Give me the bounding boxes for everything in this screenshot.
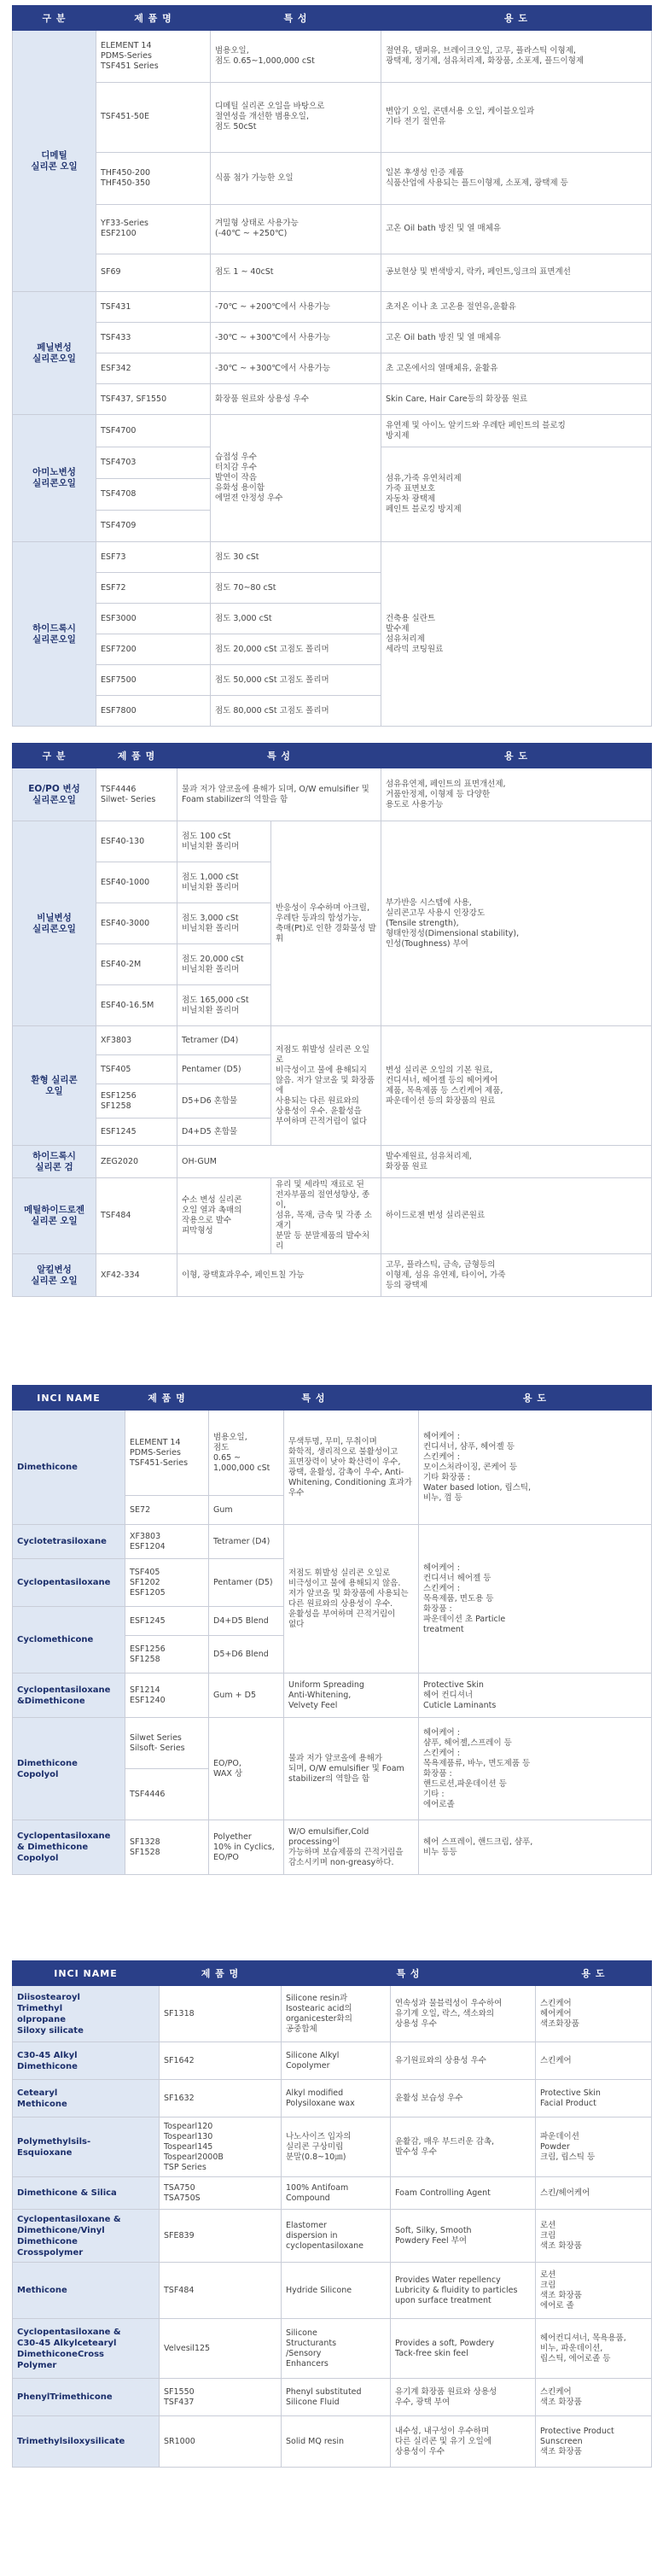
product-feature: 점도 20,000 cSt 비닐치환 폴리머 — [177, 944, 271, 985]
product-feature: Tetramer (D4) — [209, 1525, 284, 1559]
header-inci: INCI NAME — [13, 1386, 125, 1411]
product-feature: 물과 저가 알코올에 용해가 되며, O/W emulsifier 및 Foam stabilizer의 역할을 함 — [177, 768, 381, 821]
table-row — [13, 2210, 652, 2263]
product-feature-detail: 유기원료와의 상용성 우수 — [391, 2042, 536, 2080]
product-name: TSF484 — [160, 2263, 282, 2319]
product-name: ZEG2020 — [96, 1146, 177, 1178]
product-name: TSF4703 — [96, 447, 211, 479]
product-use: Protective Product Sunscreen 색조 화장품 — [536, 2416, 652, 2468]
product-feature-common: Uniform Spreading Anti-Whitening, Velvety Feel — [284, 1674, 419, 1718]
product-name: ESF7800 — [96, 696, 211, 727]
product-name: XF3803 ESF1204 — [125, 1525, 209, 1559]
product-feature: Solid MQ resin — [282, 2416, 391, 2468]
product-name: SF69 — [96, 254, 211, 291]
product-use: 파운데이션 Powder 크림, 립스틱 등 — [536, 2117, 652, 2177]
category-alkyl: 알킬변성 실리콘 오일 — [13, 1254, 96, 1297]
product-name: SF1328 SF1528 — [125, 1820, 209, 1875]
table-row — [13, 1026, 652, 1055]
product-name: XF3803 — [96, 1026, 177, 1055]
product-feature: 습접성 우수 터치감 우수 발연이 작음 유화성 용이함 에멀젼 안정성 우수 — [211, 415, 381, 542]
table-row — [13, 1411, 652, 1496]
product-name: Silwet Series Silsoft- Series — [125, 1718, 209, 1769]
product-use: 스킨케어 — [536, 2042, 652, 2080]
product-feature-common: 저점도 휘발성 실리콘 오일로 비극성이고 물에 용해되지 않음. 저가 알코올 및 화장품에 사용되는 다른 원료와의 상용성이 우수. 윤활성을 부여하며 끈적거림이 없다 — [271, 1026, 381, 1146]
product-feature: -30℃ ~ +300℃에서 사용가능 — [211, 323, 381, 353]
product-name: TSF484 — [96, 1178, 177, 1254]
product-name: YF33-Series ESF2100 — [96, 204, 211, 254]
product-use: 스킨/헤어케어 — [536, 2177, 652, 2210]
product-feature-detail: 연속성과 물블럭성이 우수하여 유기계 오일, 락스, 색소와의 상용성 우수 — [391, 1986, 536, 2042]
product-use: 스킨케어 색조 화장품 — [536, 2379, 652, 2416]
header-category: 구 분 — [13, 744, 96, 768]
product-use: 유연제 및 아이노 알키드와 우레탄 페인트의 블로킹 방지제 — [381, 415, 652, 447]
table-row — [13, 83, 652, 152]
product-use: 초저온 이나 초 고온용 절연유,윤활유 — [381, 292, 652, 323]
product-name: ELEMENT 14 PDMS-Series TSF451 Series — [96, 31, 211, 83]
product-name: Velvesil125 — [160, 2319, 282, 2379]
product-feature: 점도 20,000 cSt 고점도 폴리머 — [211, 634, 381, 665]
product-use: Protective Skin Facial Product — [536, 2080, 652, 2117]
product-name: TSF4446 Silwet- Series — [96, 768, 177, 821]
table-row — [13, 2042, 652, 2080]
product-name: TSA750 TSA750S — [160, 2177, 282, 2210]
header-inci: INCI NAME — [13, 1961, 160, 1986]
silicone-oil-table-1 — [12, 5, 652, 727]
product-feature-common: 무색투명, 무미, 무취이며 화학적, 생리적으로 불활성이고 표면장력이 낮아 확산력이 우수, 광택, 윤활성, 감촉이 우수, Anti- Whitening, Conditioning 효과가 우수 — [284, 1411, 419, 1525]
product-use: Skin Care, Hair Care등의 화장품 원료 — [381, 384, 652, 415]
inci-name: C30-45 Alkyl Dimethicone — [13, 2042, 160, 2080]
table-row — [13, 1254, 652, 1297]
product-feature: 점도 80,000 cSt 고점도 폴리머 — [211, 696, 381, 727]
product-use: 부가반응 시스템에 사용, 실리콘고무 사용시 인장강도 (Tensile strength), 형태안정성(Dimensional stability), 인성(Toughness) 부여 — [381, 821, 652, 1026]
product-name: SFE839 — [160, 2210, 282, 2263]
table-row — [13, 1986, 652, 2042]
inci-name: Cyclopentasiloxane & Dimethicone Copolyol — [13, 1820, 125, 1875]
product-use: 섬유,가죽 유연처리제 가죽 표면보호 자동차 광택제 페인트 블로킹 방지제 — [381, 447, 652, 542]
product-feature-detail: Provides Water repellency Lubricity & fluidity to particles upon surface treatment — [391, 2263, 536, 2319]
product-feature: Hydride Silicone — [282, 2263, 391, 2319]
product-name: TSF4708 — [96, 479, 211, 511]
product-use: 헤어컨디셔너, 목욕용품, 비누, 파운데이션, 립스틱, 에어로졸 등 — [536, 2319, 652, 2379]
product-name: ESF40-1000 — [96, 862, 177, 903]
product-use: 초 고온에서의 열매체유, 윤활유 — [381, 353, 652, 384]
product-feature: 나노사이즈 입자의 실리콘 구상미립 분말(0.8~10㎛) — [282, 2117, 391, 2177]
product-feature: Silicone Structurants /Sensory Enhancers — [282, 2319, 391, 2379]
product-feature-detail: 윤활성 보습성 우수 — [391, 2080, 536, 2117]
inci-name: Methicone — [13, 2263, 160, 2319]
table-row — [13, 1718, 652, 1769]
product-name: XF42-334 — [96, 1254, 177, 1297]
product-name: TSF405 — [96, 1055, 177, 1084]
header-product: 제 품 명 — [125, 1386, 209, 1411]
product-name: TSF405 SF1202 ESF1205 — [125, 1559, 209, 1607]
product-feature: 점도 3,000 cSt — [211, 604, 381, 634]
product-use: Protective Skin 헤어 컨디셔너 Cuticle Laminants — [419, 1674, 652, 1718]
product-feature: Phenyl substituted Silicone Fluid — [282, 2379, 391, 2416]
inci-name: Dimethicone — [13, 1411, 125, 1525]
category-phenyl: 페닐변성 실리콘오일 — [13, 292, 96, 415]
category-hydroxy: 하이드록시 실리콘오일 — [13, 542, 96, 727]
product-feature-detail: Soft, Silky, Smooth Powdery Feel 부여 — [391, 2210, 536, 2263]
product-feature: Elastomer dispersion in cyclopentasiloxane — [282, 2210, 391, 2263]
product-feature: D4+D5 Blend — [209, 1607, 284, 1636]
product-name: ELEMENT 14 PDMS-Series TSF451-Series — [125, 1411, 209, 1496]
product-name: ESF73 — [96, 542, 211, 573]
silicone-oil-table-2 — [12, 743, 652, 1297]
product-name: SF1550 TSF437 — [160, 2379, 282, 2416]
product-feature: 점도 50,000 cSt 고점도 폴리머 — [211, 665, 381, 696]
product-name: SR1000 — [160, 2416, 282, 2468]
table-row — [13, 353, 652, 384]
product-feature: 겨밀형 상태로 사용가능 (-40℃ ~ +250℃) — [211, 204, 381, 254]
product-feature: 점도 100 cSt 비닐치환 폴리머 — [177, 821, 271, 862]
product-feature-common: W/O emulsifier,Cold processing이 가능하며 보습제품의 끈적거림을 감소시키며 non-greasy하다. — [284, 1820, 419, 1875]
inci-name: Dimethicone Copolyol — [13, 1718, 125, 1820]
product-feature: 점도 165,000 cSt 비닐치환 폴리머 — [177, 985, 271, 1026]
product-name: ESF342 — [96, 353, 211, 384]
table-row — [13, 1525, 652, 1559]
product-feature-common: 반응성이 우수하며 아크릴, 우레탄 등과의 합성가능, 축매(Pt)로 인한 경화물성 발휘 — [271, 821, 381, 1026]
product-use: 헤어케어 : 컨디셔너 헤어젤 등 스킨케어 : 목욕제품, 면도용 등 화장품 : 파운데이션 초 Particle treatment — [419, 1525, 652, 1674]
product-use: 변압기 오일, 콘덴서용 오일, 케이블오일과 기타 전기 절연유 — [381, 83, 652, 152]
product-use: 로션 크림 색조 화장품 에어로 졸 — [536, 2263, 652, 2319]
product-feature: 범용오일, 점도 0.65 ~ 1,000,000 cSt — [209, 1411, 284, 1496]
product-feature: 화장품 원료와 상용성 우수 — [211, 384, 381, 415]
product-name: ESF72 — [96, 573, 211, 604]
product-name: TSF4446 — [125, 1769, 209, 1820]
category-amino: 아미노변성 실리콘오일 — [13, 415, 96, 542]
product-name: ESF40-3000 — [96, 903, 177, 944]
product-name: ESF40-2M — [96, 944, 177, 985]
product-name: SE72 — [125, 1496, 209, 1525]
product-feature-detail: 유기계 화장품 원료와 상용성 우수, 광택 부여 — [391, 2379, 536, 2416]
inci-name: Trimethylsiloxysilicate — [13, 2416, 160, 2468]
product-name: TSF437, SF1550 — [96, 384, 211, 415]
header-product: 제 품 명 — [160, 1961, 282, 1986]
table-row — [13, 2080, 652, 2117]
header-feature: 특 성 — [177, 744, 381, 768]
table-row — [13, 415, 652, 447]
table-row — [13, 542, 652, 573]
header-feature: 특 성 — [282, 1961, 536, 1986]
table-row — [13, 2416, 652, 2468]
table-row — [13, 292, 652, 323]
product-name: SF1214 ESF1240 — [125, 1674, 209, 1718]
product-use: 헤어케어 : 컨디셔너, 샴푸, 헤어젤 등 스킨케어 : 모이스처라이징, 콘케어 등 기타 화장품 : Water based lotion, 립스틱, 비누, 껌 등 — [419, 1411, 652, 1525]
product-feature: 수소 변성 실리콘 오일 열과 촉매의 작용으로 발수 피막형성 — [177, 1178, 271, 1254]
header-product: 제 품 명 — [96, 6, 211, 31]
category-eopo: EO/PO 변성 실리콘오일 — [13, 768, 96, 821]
header-product: 제 품 명 — [96, 744, 177, 768]
product-name: Tospearl120 Tospearl130 Tospearl145 Tospearl2000B TSP Series — [160, 2117, 282, 2177]
table-row — [13, 1820, 652, 1875]
inci-name: Dimethicone & Silica — [13, 2177, 160, 2210]
table-header-row — [13, 6, 652, 31]
inci-name: Polymethylsils- Esquioxane — [13, 2117, 160, 2177]
product-feature: Pentamer (D5) — [209, 1559, 284, 1607]
product-name: ESF1256 SF1258 — [96, 1084, 177, 1119]
header-use: 용 도 — [536, 1961, 652, 1986]
product-name: TSF4700 — [96, 415, 211, 447]
header-use: 용 도 — [381, 744, 652, 768]
table-row — [13, 1674, 652, 1718]
product-feature: 100% Antifoam Compound — [282, 2177, 391, 2210]
header-category: 구 분 — [13, 6, 96, 31]
product-feature: 점도 1,000 cSt 비닐치환 폴리머 — [177, 862, 271, 903]
table-row — [13, 384, 652, 415]
table-row — [13, 2177, 652, 2210]
table-row — [13, 1178, 652, 1254]
inci-name: Cyclopentasiloxane — [13, 1559, 125, 1607]
category-methyl-hydrogen: 메틸하이드로젠 실리콘 오일 — [13, 1178, 96, 1254]
product-name: SF1642 — [160, 2042, 282, 2080]
product-feature: 점도 3,000 cSt 비닐치환 폴리머 — [177, 903, 271, 944]
product-feature: -70℃ ~ +200℃에서 사용가능 — [211, 292, 381, 323]
product-use: 건축용 실란트 발수제 섬유처리제 세라믹 코팅원료 — [381, 542, 652, 727]
product-name: TSF451-50E — [96, 83, 211, 152]
category-vinyl: 비닐변성 실리콘오일 — [13, 821, 96, 1026]
inci-name: Cyclomethicone — [13, 1607, 125, 1674]
product-name: ESF40-130 — [96, 821, 177, 862]
product-feature: 유리 및 세라믹 재료로 된 전자부품의 절연성향상, 종이, 섬유, 목재, 금속 및 각종 소재기 분말 등 분말제품의 발수처리 — [271, 1178, 381, 1254]
product-feature: EO/PO, WAX 상 — [209, 1718, 284, 1820]
product-use: 헤어 스프레이, 핸드크림, 샴푸, 비누 등등 — [419, 1820, 652, 1875]
category-hydroxy-gum: 하이드록시 실리콘 검 — [13, 1146, 96, 1178]
product-name: ESF1245 — [125, 1607, 209, 1636]
product-name: SF1632 — [160, 2080, 282, 2117]
product-name: ESF7500 — [96, 665, 211, 696]
table-row — [13, 152, 652, 204]
header-feature: 특 성 — [211, 6, 381, 31]
header-use: 용 도 — [381, 6, 652, 31]
product-use: 절연유, 댐퍼유, 브레이크오일, 고무, 플라스틱 이형제, 광택제, 정기제, 섬유처리제, 화장품, 소포제, 플드이형제 — [381, 31, 652, 83]
product-feature: 점도 1 ~ 40cSt — [211, 254, 381, 291]
product-name: SF1318 — [160, 1986, 282, 2042]
table-row — [13, 254, 652, 291]
product-feature: Gum — [209, 1496, 284, 1525]
product-use: 발수제원료, 섬유처리제, 화장품 원료 — [381, 1146, 652, 1178]
table-row — [13, 2319, 652, 2379]
product-feature: Alkyl modified Polysiloxane wax — [282, 2080, 391, 2117]
product-feature: Silicone Alkyl Copolymer — [282, 2042, 391, 2080]
table-row — [13, 1146, 652, 1178]
inci-table-1 — [12, 1385, 652, 1875]
product-name: TSF431 — [96, 292, 211, 323]
product-use: 하이드로젠 변성 실리콘원료 — [381, 1178, 652, 1254]
product-feature: 이형, 광택효과우수, 페인트칠 가능 — [177, 1254, 381, 1297]
product-use: 헤어케어 : 샴푸, 헤어젤,스프레이 등 스킨케어 : 목욕제품류, 바누, 면도제품 등 화장품 : 핸드로션,파운데이션 등 기타 : 에어로졸 — [419, 1718, 652, 1820]
product-feature: Silicone resin과 Isostearic acid의 organicester화의 공중합체 — [282, 1986, 391, 2042]
inci-name: Cetearyl Methicone — [13, 2080, 160, 2117]
table-row — [13, 768, 652, 821]
product-use: 고온 Oil bath 방진 및 열 매체유 — [381, 204, 652, 254]
product-name: ESF1245 — [96, 1119, 177, 1146]
table-header-row — [13, 1961, 652, 1986]
product-use: 변성 실리콘 오일의 기본 원료, 컨디셔너, 헤어젤 등의 헤어케어 제품, 목욕제품 등 스킨케어 제품, 파운데이션 등의 화장품의 원료 — [381, 1026, 652, 1146]
product-use: 일본 후생성 인증 제품 식품산업에 사용되는 플드이형제, 소포제, 광택제 등 — [381, 152, 652, 204]
product-feature: 범용오일, 점도 0.65~1,000,000 cSt — [211, 31, 381, 83]
table-row — [13, 2379, 652, 2416]
product-name: THF450-200 THF450-350 — [96, 152, 211, 204]
product-feature: Tetramer (D4) — [177, 1026, 271, 1055]
product-feature: 점도 30 cSt — [211, 542, 381, 573]
product-feature-detail: 윤활감, 매우 부드러운 감촉, 발수성 우수 — [391, 2117, 536, 2177]
product-name: ESF1256 SF1258 — [125, 1636, 209, 1674]
category-dimethyl: 디메틸 실리콘 오일 — [13, 31, 96, 292]
product-use: 고무, 플라스틱, 금속, 금형등의 이형제, 섬유 유연제, 타이어, 가죽 등의 광택제 — [381, 1254, 652, 1297]
product-feature-detail: Provides a soft, Powdery Tack-free skin feel — [391, 2319, 536, 2379]
inci-name: Cyclopentasiloxane & Dimethicone/Vinyl Dimethicone Crosspolymer — [13, 2210, 160, 2263]
product-use: 공보현상 및 변색방지, 락카, 페인트,잉크의 표면계선 — [381, 254, 652, 291]
table-row — [13, 821, 652, 862]
header-use: 용 도 — [419, 1386, 652, 1411]
product-feature: 디메틸 실리콘 오일을 바탕으로 절연성을 개선한 범용오일, 점도 50cSt — [211, 83, 381, 152]
product-use: 고온 Oil bath 방진 및 열 매체유 — [381, 323, 652, 353]
inci-table-2 — [12, 1960, 652, 2468]
product-feature: D5+D6 Blend — [209, 1636, 284, 1674]
header-feature: 특 성 — [209, 1386, 419, 1411]
table-row — [13, 31, 652, 83]
product-feature: D4+D5 혼합물 — [177, 1119, 271, 1146]
product-feature-common: 저점도 휘발성 실리콘 오일로 비극성이고 물에 용해되지 않음. 저가 알코올 및 화장품에 사용되는 다른 원료와의 상용성이 우수. 윤활성을 부여하며 끈적거림이 없다 — [284, 1525, 419, 1674]
product-feature: 점도 70~80 cSt — [211, 573, 381, 604]
table-row — [13, 2263, 652, 2319]
product-feature-detail: Foam Controlling Agent — [391, 2177, 536, 2210]
inci-name: PhenylTrimethicone — [13, 2379, 160, 2416]
product-feature: Gum + D5 — [209, 1674, 284, 1718]
product-feature: OH-GUM — [177, 1146, 381, 1178]
product-name: ESF40-16.5M — [96, 985, 177, 1026]
product-feature: -30℃ ~ +300℃에서 사용가능 — [211, 353, 381, 384]
category-cyclic: 환형 실리콘 오일 — [13, 1026, 96, 1146]
product-name: ESF3000 — [96, 604, 211, 634]
product-feature-detail: 내수성, 내구성이 우수하며 다른 실리콘 및 유기 오일에 상용성이 우수 — [391, 2416, 536, 2468]
product-name: ESF7200 — [96, 634, 211, 665]
table-header-row — [13, 1386, 652, 1411]
product-feature-common: 물과 저가 알코올에 용해가 되며, O/W emulsifier 및 Foam stabilizer의 역할을 함 — [284, 1718, 419, 1820]
inci-name: Diisostearoyl Trimethyl olpropane Siloxy silicate — [13, 1986, 160, 2042]
table-row — [13, 204, 652, 254]
product-use: 섬유유연제, 페인트의 표면개선제, 거품안정제, 이형제 등 다양한 용도로 사용가능 — [381, 768, 652, 821]
product-name: TSF4709 — [96, 511, 211, 542]
table-row — [13, 2117, 652, 2177]
inci-name: Cyclopentasiloxane &Dimethicone — [13, 1674, 125, 1718]
product-feature: Polyether 10% in Cyclics, EO/PO — [209, 1820, 284, 1875]
table-row — [13, 323, 652, 353]
product-name: TSF433 — [96, 323, 211, 353]
product-feature: D5+D6 혼합물 — [177, 1084, 271, 1119]
product-use: 로션 크림 색조 화장품 — [536, 2210, 652, 2263]
product-feature: Pentamer (D5) — [177, 1055, 271, 1084]
inci-name: Cyclopentasiloxane & C30-45 Alkylcetearyl DimethiconeCross Polymer — [13, 2319, 160, 2379]
inci-name: Cyclotetrasiloxane — [13, 1525, 125, 1559]
product-feature: 식품 첨가 가능한 오일 — [211, 152, 381, 204]
product-use: 스킨케어 헤어케어 색조화장품 — [536, 1986, 652, 2042]
table-header-row — [13, 744, 652, 768]
